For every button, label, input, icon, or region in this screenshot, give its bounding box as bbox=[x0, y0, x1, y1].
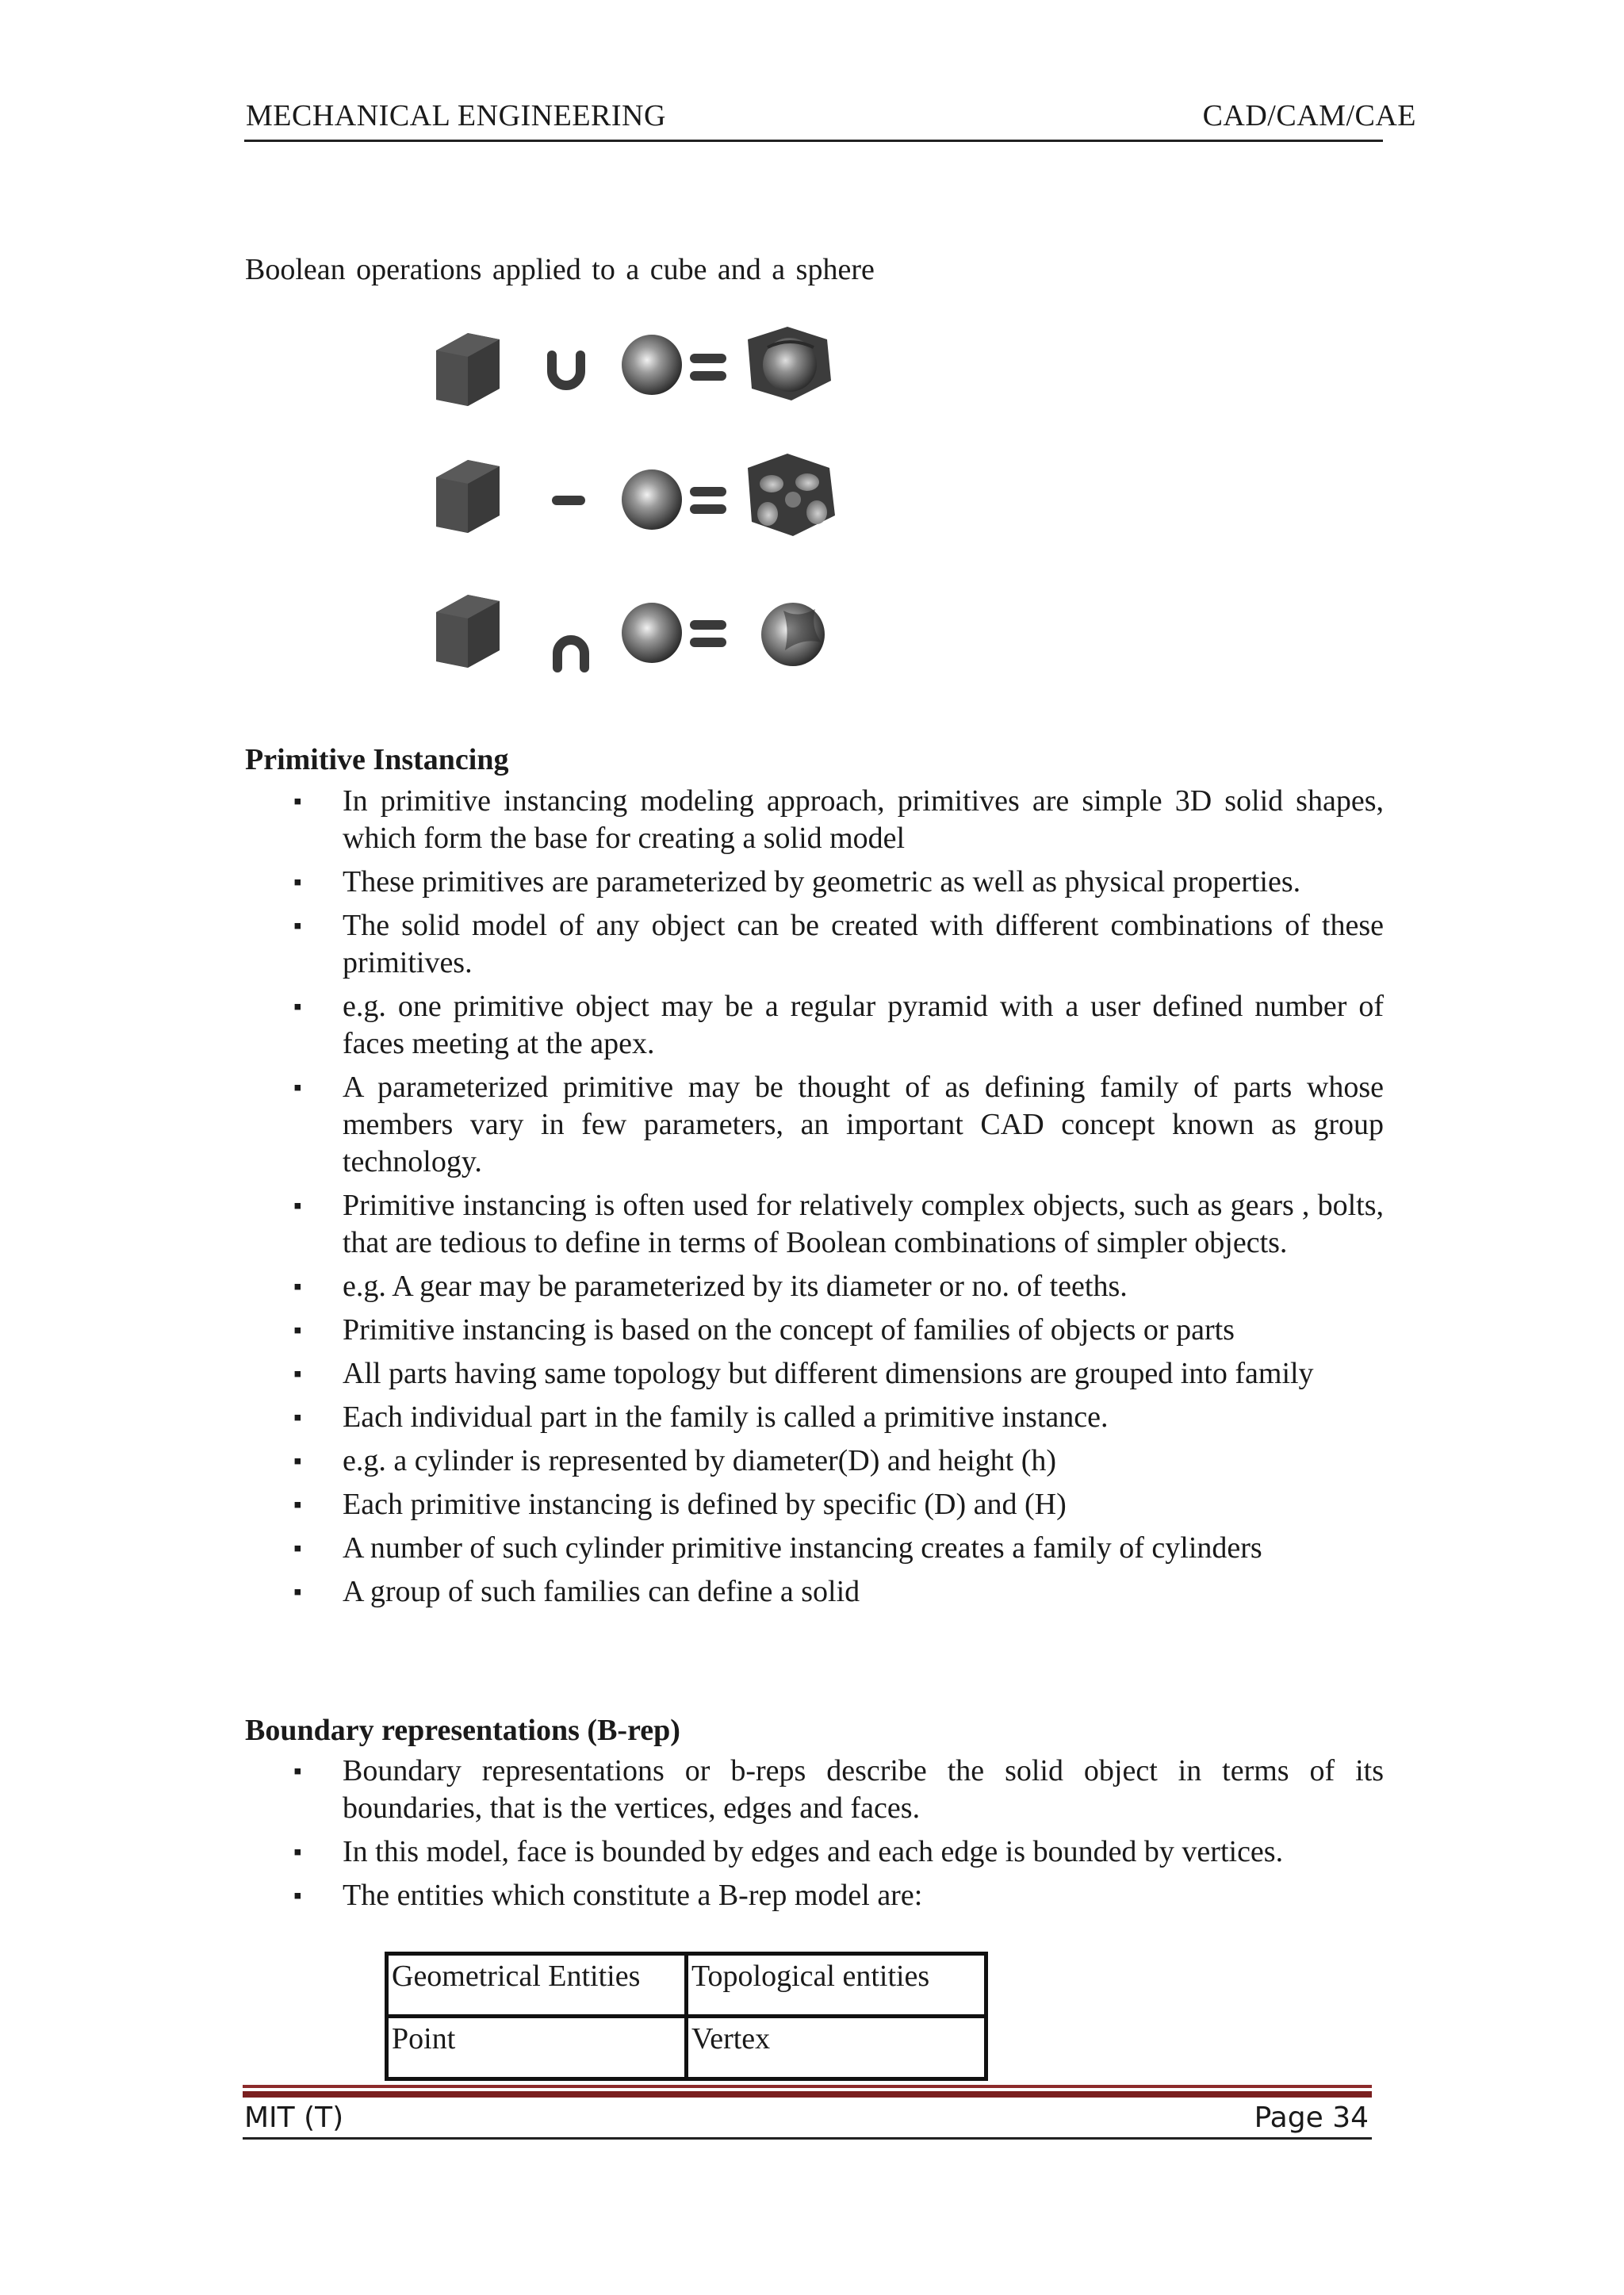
list-item-text: Boundary representations or b-reps describe the solid object in terms of its boundaries, that is the vertices, edges and faces. bbox=[343, 1754, 1384, 1825]
list-item-text: A parameterized primitive may be thought of as defining family of parts whose members vary in few parameters, an important CAD concept known as group technology. bbox=[343, 1071, 1384, 1178]
union-row bbox=[436, 327, 831, 406]
list-item bbox=[293, 988, 1384, 1063]
sphere-shape bbox=[622, 469, 682, 530]
list-item bbox=[293, 1573, 1384, 1611]
bullet-icon: ▪ bbox=[293, 1404, 302, 1431]
primitive-instancing-list bbox=[293, 783, 1384, 1617]
list-item bbox=[293, 1833, 1384, 1871]
list-item-text: e.g. A gear may be parameterized by its diameter or no. of teeths. bbox=[343, 1270, 1128, 1303]
bullet-icon: ▪ bbox=[293, 1535, 302, 1561]
list-item-text: Primitive instancing is often used for relatively complex objects, such as gears , bolts, that are tedious to define in terms of Boolean combinations of simpler objects. bbox=[343, 1189, 1384, 1259]
list-item-text: Primitive instancing is based on the concept of families of objects or parts bbox=[343, 1313, 1235, 1347]
list-item-text: The entities which constitute a B-rep model are: bbox=[343, 1879, 923, 1912]
page-number: Page 34 bbox=[1254, 2102, 1369, 2134]
cube-shape bbox=[436, 595, 500, 668]
bullet-icon: ▪ bbox=[293, 913, 302, 939]
boolean-operations-figure bbox=[435, 325, 934, 714]
equals-icon bbox=[690, 620, 726, 647]
table-header-cell: Geometrical Entities bbox=[387, 1954, 687, 2017]
list-item bbox=[293, 1069, 1384, 1181]
list-item-text: All parts having same topology but different dimensions are grouped into family bbox=[343, 1357, 1314, 1390]
list-item bbox=[293, 1530, 1384, 1567]
entities-table bbox=[385, 1952, 988, 2081]
intersection-operator-icon bbox=[557, 640, 584, 668]
bullet-icon: ▪ bbox=[293, 1883, 302, 1909]
list-item bbox=[293, 1753, 1384, 1827]
bullet-icon: ▪ bbox=[293, 869, 302, 895]
list-item bbox=[293, 1486, 1384, 1523]
footer-rule-thick bbox=[243, 2091, 1372, 2098]
list-item-text: In this model, face is bounded by edges and each edge is bounded by vertices. bbox=[343, 1835, 1284, 1868]
brep-list bbox=[293, 1753, 1384, 1921]
list-item bbox=[293, 864, 1384, 901]
cube-shape bbox=[436, 333, 500, 406]
list-item-text: A group of such families can define a solid bbox=[343, 1575, 860, 1608]
intersection-result-shape bbox=[761, 603, 825, 666]
bullet-icon: ▪ bbox=[293, 1448, 302, 1474]
bullet-icon: ▪ bbox=[293, 1274, 302, 1300]
list-item-text: These primitives are parameterized by geometric as well as physical properties. bbox=[343, 865, 1301, 898]
header-course: CAD/CAM/CAE bbox=[1202, 99, 1416, 132]
table-header-cell: Topological entities bbox=[687, 1954, 986, 2017]
bullet-icon: ▪ bbox=[293, 994, 302, 1020]
bullet-icon: ▪ bbox=[293, 1758, 302, 1784]
list-item-text: A number of such cylinder primitive instancing creates a family of cylinders bbox=[343, 1531, 1262, 1565]
intersection-row bbox=[436, 595, 825, 668]
list-item bbox=[293, 1355, 1384, 1393]
bullet-icon: ▪ bbox=[293, 1579, 302, 1605]
footer-institution: MIT (T) bbox=[244, 2102, 344, 2134]
list-item-text: Each primitive instancing is defined by specific (D) and (H) bbox=[343, 1488, 1067, 1521]
cube-shape bbox=[436, 460, 500, 533]
bullet-icon: ▪ bbox=[293, 1193, 302, 1219]
list-item bbox=[293, 907, 1384, 982]
header-subject: MECHANICAL ENGINEERING bbox=[246, 99, 666, 132]
equals-icon bbox=[690, 354, 726, 381]
list-item bbox=[293, 1443, 1384, 1480]
list-item-text: Each individual part in the family is called a primitive instance. bbox=[343, 1400, 1109, 1434]
figure-caption: Boolean operations applied to a cube and a sphere bbox=[245, 253, 875, 286]
table-cell: Point bbox=[387, 2017, 687, 2079]
difference-operator-icon bbox=[552, 496, 585, 505]
bullet-icon: ▪ bbox=[293, 1839, 302, 1865]
bullet-icon: ▪ bbox=[293, 1361, 302, 1387]
footer-rule bbox=[243, 2085, 1372, 2088]
section-heading-primitive-instancing: Primitive Instancing bbox=[245, 743, 509, 776]
difference-result-shape bbox=[748, 454, 835, 536]
list-item bbox=[293, 1187, 1384, 1262]
table-cell: Vertex bbox=[687, 2017, 986, 2079]
list-item bbox=[293, 1268, 1384, 1305]
union-operator-icon bbox=[552, 355, 580, 385]
sphere-shape bbox=[622, 335, 682, 395]
bullet-icon: ▪ bbox=[293, 1075, 302, 1101]
bullet-icon: ▪ bbox=[293, 1317, 302, 1343]
table-row bbox=[387, 2017, 986, 2079]
bullet-icon: ▪ bbox=[293, 788, 302, 814]
list-item bbox=[293, 783, 1384, 857]
bullet-icon: ▪ bbox=[293, 1492, 302, 1518]
list-item-text: In primitive instancing modeling approach, primitives are simple 3D solid shapes, which form the base for creating a solid model bbox=[343, 784, 1384, 855]
page-header bbox=[244, 94, 1416, 142]
list-item bbox=[293, 1312, 1384, 1349]
table-header-row bbox=[387, 1954, 986, 2017]
union-result-shape bbox=[748, 327, 831, 400]
list-item bbox=[293, 1399, 1384, 1436]
list-item-text: The solid model of any object can be created with different combinations of these primitives. bbox=[343, 909, 1384, 979]
section-heading-brep: Boundary representations (B-rep) bbox=[245, 1714, 680, 1747]
sphere-shape bbox=[622, 603, 682, 663]
footer-underline bbox=[243, 2137, 1372, 2140]
list-item-text: e.g. a cylinder is represented by diameter(D) and height (h) bbox=[343, 1444, 1057, 1477]
list-item bbox=[293, 1877, 1384, 1914]
difference-row bbox=[436, 454, 835, 536]
equals-icon bbox=[690, 487, 726, 514]
list-item-text: e.g. one primitive object may be a regular pyramid with a user defined number of faces meeting at the apex. bbox=[343, 990, 1384, 1060]
